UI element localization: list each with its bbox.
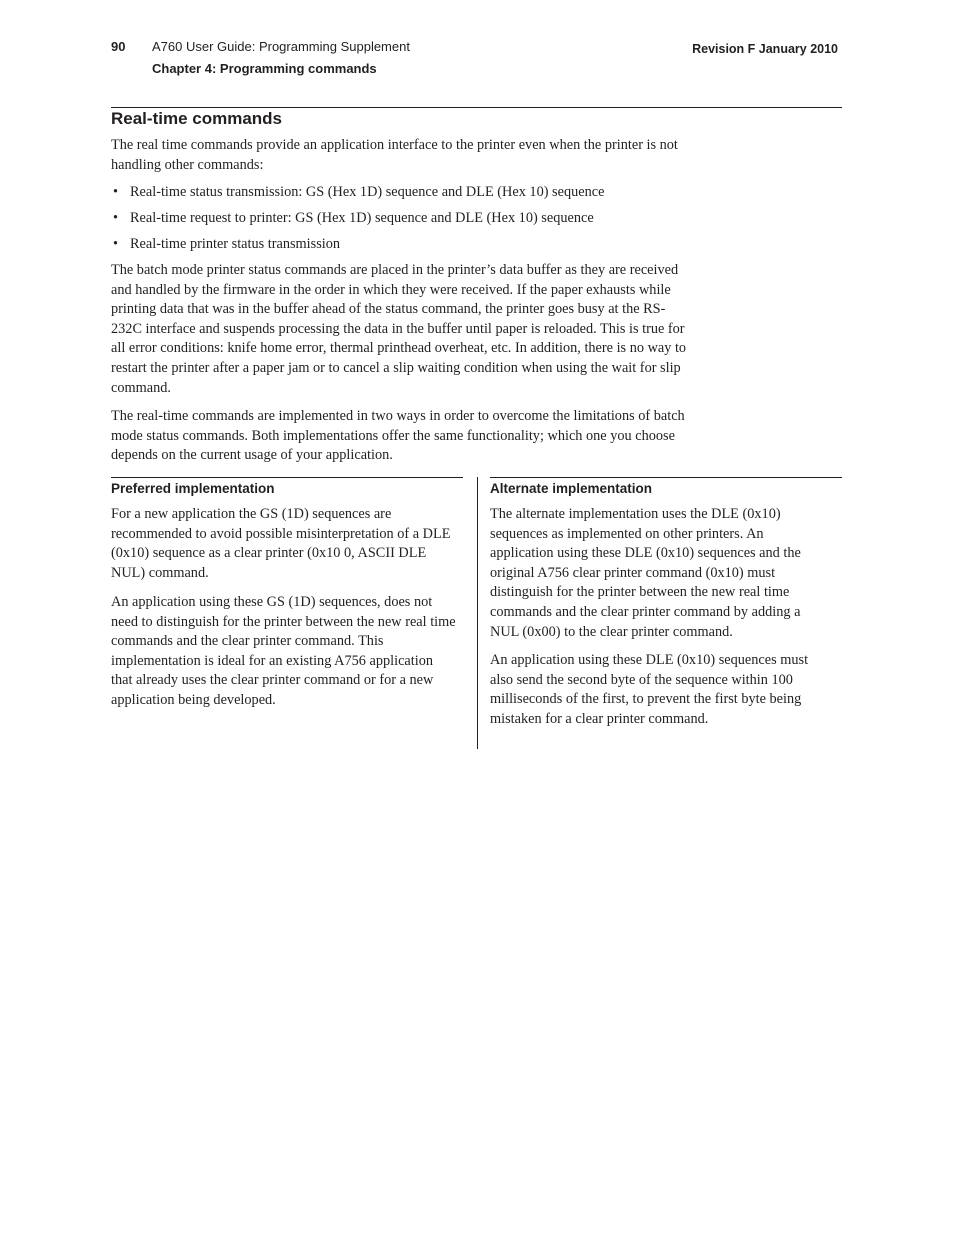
section-title: Real-time commands [111, 109, 282, 128]
alternate-paragraph-1: The alternate implementation uses the DLE (0x10) sequences as implemented on other printers. An application using these DLE (0x10) sequences and the original A756 clear printer command (0x10) must distinguish for the printer between the new real time commands and the clear printer command by adding a NUL (0x00) to the clear printer command. [490, 506, 801, 640]
left-column-divider [111, 477, 463, 478]
revision-label: Revision F January 2010 [692, 42, 838, 56]
batch-mode-paragraph: The batch mode printer status commands are placed in the printer’s data buffer as they are received and handled by the firmware in the order in which they were received. If the paper exhausts while printing data that was in the buffer ahead of the status command, the printer goes busy at the RS-232C interface and suspends processing the data in the buffer until paper is reloaded. This is true for all error conditions: knife home error, thermal printhead overheat, etc. In addition, there is no way to restart the printer after a paper jam or to cancel a slip waiting condition when using the wait for slip command. [111, 262, 687, 396]
bullet-icon: • [113, 236, 119, 252]
chapter-title: Chapter 4: Programming commands [152, 61, 377, 76]
preferred-paragraph-2: An application using these GS (1D) sequences, does not need to distinguish for the printer between the new real time commands and the clear printer command. This implementation is ideal for an existing A756 application that already uses the clear printer command or for a new application being developed. [111, 594, 456, 708]
bullet-list [111, 183, 751, 261]
section-divider [111, 107, 842, 108]
intro-paragraph: The real time commands provide an application interface to the printer even when the printer is not handling other commands: [111, 137, 678, 173]
preferred-heading: Preferred implementation [111, 481, 275, 496]
list-item [111, 235, 751, 261]
right-column-divider [490, 477, 842, 478]
alternate-paragraph-2: An application using these DLE (0x10) sequences must also send the second byte of the sequence within 100 milliseconds of the first, to prevent the first byte being mistaken for a clear printer command. [490, 652, 809, 727]
alternate-heading: Alternate implementation [490, 481, 653, 496]
list-item [111, 209, 751, 235]
preferred-paragraph-1: For a new application the GS (1D) sequences are recommended to avoid possible misinterpretation of a DLE (0x10) sequence as a clear printer (0x10 0, ASCII DLE NUL) command. [111, 506, 451, 581]
bullet-text: Real-time status transmission: GS (Hex 1D) sequence and DLE (Hex 10) sequence [130, 184, 605, 200]
page-number: 90 [111, 39, 126, 54]
guide-title: A760 User Guide: Programming Supplement [152, 39, 410, 54]
bullet-text: Real-time printer status transmission [130, 236, 341, 252]
implementations-paragraph: The real-time commands are implemented in two ways in order to overcome the limitations of batch mode status commands. Both implementations offer the same functionality; which one you choose depends on the current usage of your application. [111, 408, 685, 464]
column-separator [477, 477, 478, 749]
list-item [111, 183, 751, 209]
bullet-icon: • [113, 210, 119, 226]
bullet-text: Real-time request to printer: GS (Hex 1D) sequence and DLE (Hex 10) sequence [130, 210, 594, 226]
bullet-icon: • [113, 184, 119, 200]
